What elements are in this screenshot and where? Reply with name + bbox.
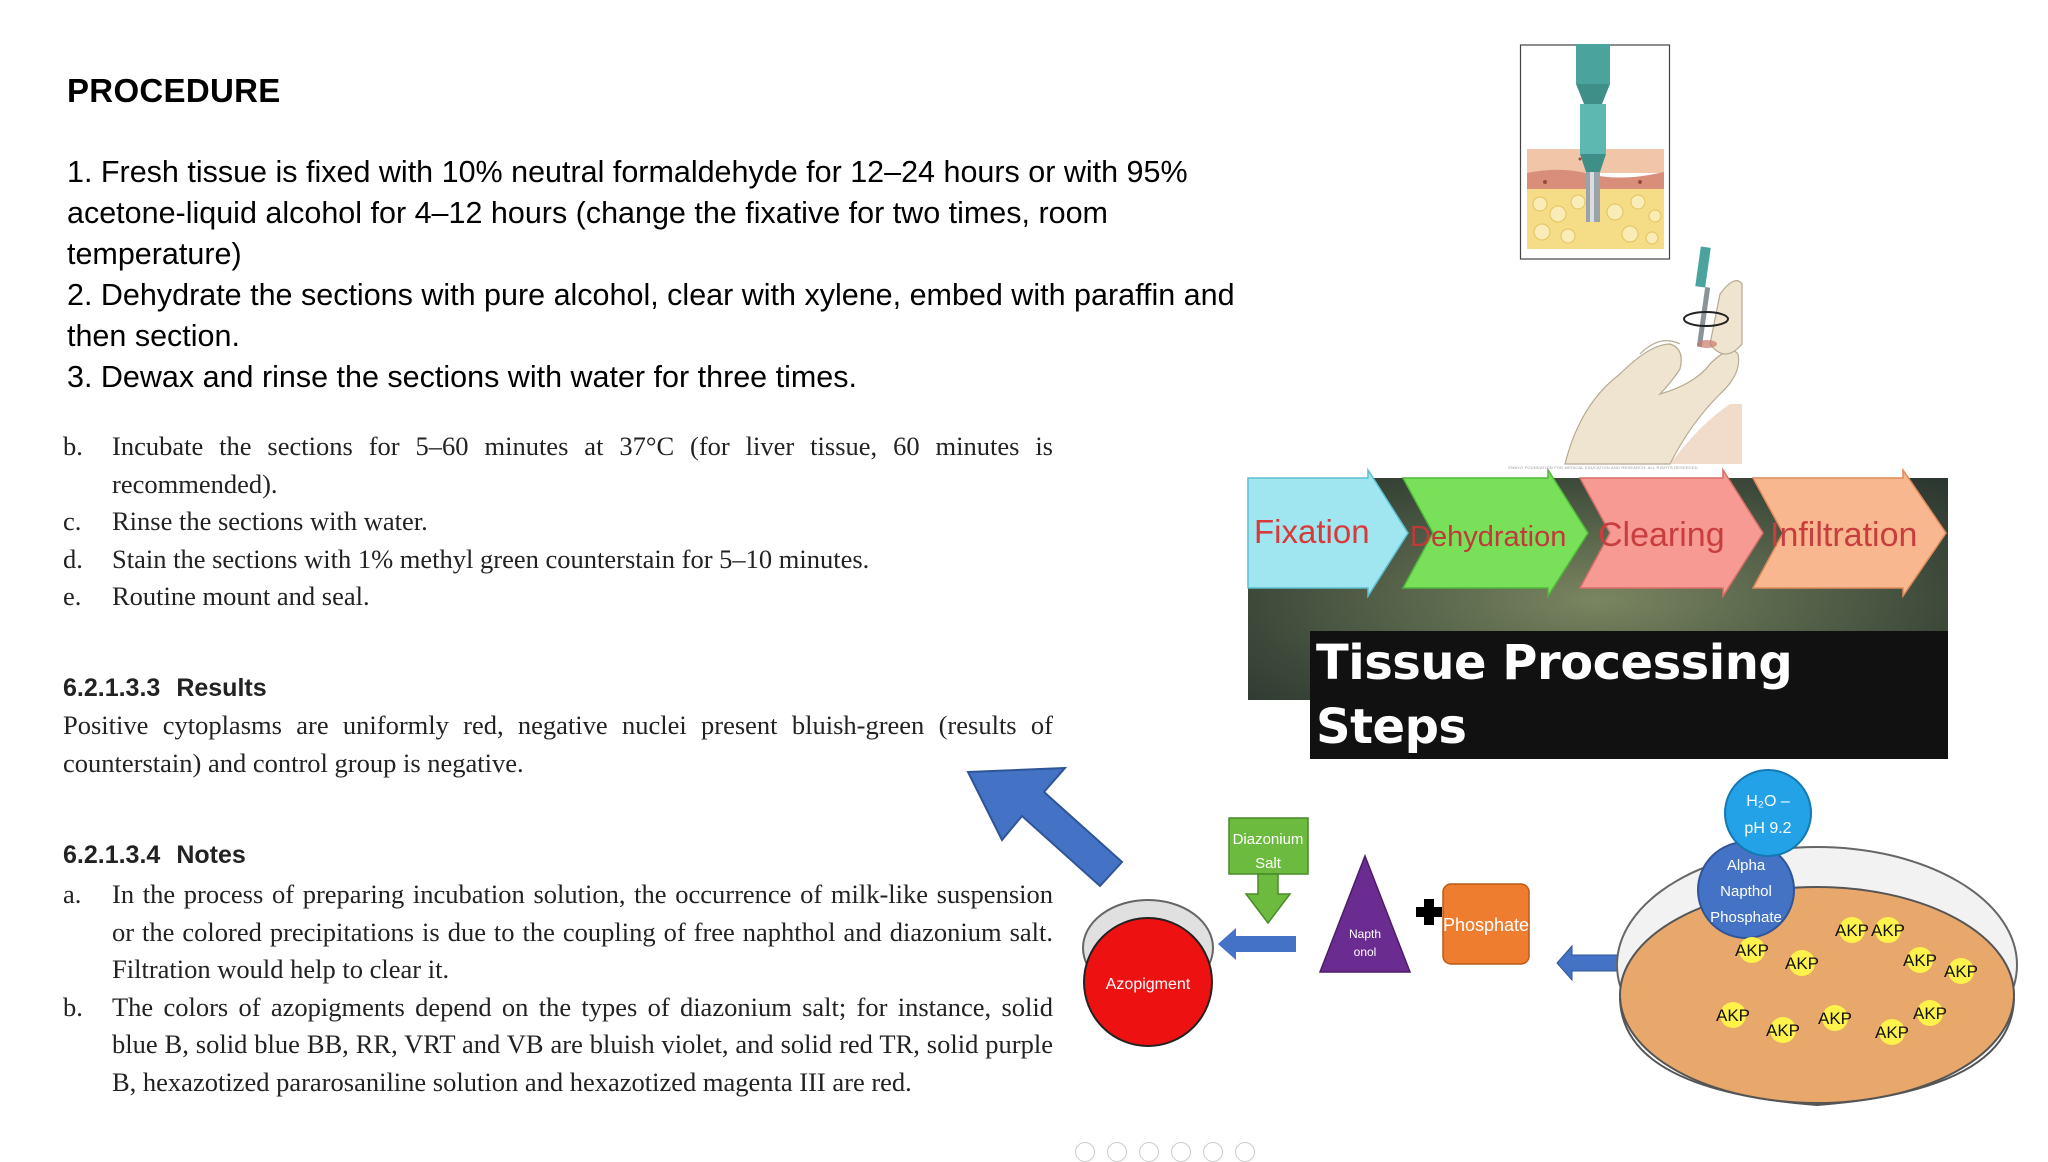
punch-biopsy-illustration — [1520, 44, 1740, 464]
step-letter: c. — [63, 506, 82, 536]
tissue-processing-banner — [1248, 478, 1948, 755]
phosphate-label: Phosphate — [1442, 915, 1530, 935]
step-text: Rinse the sections with water. — [112, 506, 428, 536]
ph-label: pH 9.2 — [1744, 820, 1792, 837]
results-heading — [63, 674, 267, 703]
akp-label: AKP — [1874, 1023, 1910, 1042]
slide-dot[interactable] — [1075, 1142, 1095, 1162]
akp-label: AKP — [1943, 962, 1979, 981]
alpha-label-2: Napthol — [1720, 883, 1772, 900]
step-letter: e. — [63, 581, 82, 611]
akp-label: AKP — [1870, 921, 1906, 940]
water-label: H₂O – — [1746, 793, 1790, 810]
section-number: 6.2.1.3.3 — [63, 674, 161, 702]
slide-dot[interactable] — [1139, 1142, 1159, 1162]
arrow-down-icon — [1246, 874, 1290, 923]
section-title: Notes — [176, 841, 246, 869]
napthonol-label-2: onol — [1353, 945, 1377, 959]
results-text: Positive cytoplasms are uniformly red, negative nuclei present bluish-green (results of counterstain) and control group is negative. — [63, 710, 1053, 778]
note-text: The colors of azopigments depend on the types of diazonium salt; for instance, solid blue B, solid blue BB, RR, VRT and VB are bluish violet, and solid red TR, solid purple B, hexazotized pararosaniline solution and hexazotized magenta III are red. — [112, 991, 1053, 1097]
slide-dot[interactable] — [1203, 1142, 1223, 1162]
step-dehydration: Dehydration — [1410, 521, 1567, 553]
arrow-left-icon — [1218, 928, 1296, 960]
procedure-step-3: 3. Dewax and rinse the sections with water for three times. — [67, 360, 857, 394]
step-infiltration: Infiltration — [1770, 516, 1918, 554]
akp-label: AKP — [1734, 941, 1770, 960]
step-letter: d. — [63, 543, 83, 574]
napthonol-label-1: Napth — [1348, 927, 1382, 941]
procedure-step-2: 2. Dehydrate the sections with pure alcohol, clear with xylene, embed with paraffin and then section. — [67, 278, 1235, 353]
akp-label: AKP — [1765, 1021, 1801, 1040]
book-step — [63, 503, 1053, 541]
slide-dot[interactable] — [1171, 1142, 1191, 1162]
step-fixation: Fixation — [1254, 513, 1370, 550]
petri-dish — [1620, 887, 2014, 1103]
section-title: Results — [176, 674, 267, 702]
step-letter: b. — [63, 431, 83, 461]
akp-label: AKP — [1834, 921, 1870, 940]
note-letter: b. — [63, 991, 83, 1022]
notes-list — [63, 876, 1053, 1101]
procedure-title: PROCEDURE — [67, 72, 281, 109]
step-text: Stain the sections with 1% methyl green counterstain for 5–10 minutes. — [112, 543, 870, 574]
notes-heading — [63, 841, 246, 870]
slide-dots — [1075, 1142, 1255, 1162]
procedure-step-1: 1. Fresh tissue is fixed with 10% neutral formaldehyde for 12–24 hours or with 95% acetone-liquid alcohol for 4–12 hours (change the fixative for two times, room temperature) — [67, 155, 1188, 271]
akp-label: AKP — [1912, 1004, 1948, 1023]
alpha-label-3: Phosphate — [1710, 909, 1782, 926]
akp-label: AKP — [1715, 1006, 1751, 1025]
alpha-label-1: Alpha — [1726, 857, 1766, 874]
note-item — [63, 989, 1053, 1102]
akp-label: AKP — [1902, 951, 1938, 970]
note-item — [63, 876, 1053, 989]
book-step — [63, 578, 1053, 616]
step-text: Routine mount and seal. — [112, 581, 370, 611]
diazonium-label-1: Diazonium — [1232, 831, 1304, 848]
note-text: In the process of preparing incubation solution, the occurrence of milk-like suspension or the colored precipitations is due to the coupling of free naphthol and diazonium salt. Filtration would help to clear it. — [112, 879, 1053, 984]
note-letter: a. — [63, 879, 82, 909]
akp-label: AKP — [1817, 1009, 1853, 1028]
slide-dot[interactable] — [1107, 1142, 1127, 1162]
procedure-steps — [67, 152, 1247, 398]
akp-label: AKP — [1784, 954, 1820, 973]
image-credit: ©MAYO FOUNDATION FOR MEDICAL EDUCATION AND RESEARCH. ALL RIGHTS RESERVED. — [1508, 465, 1699, 470]
step-text: Incubate the sections for 5–60 minutes at 37°C (for liver tissue, 60 minutes is recommended). — [112, 431, 1053, 499]
diazonium-label-2: Salt — [1255, 855, 1281, 872]
book-step-list — [63, 428, 1053, 616]
banner-title: Tissue Processing Steps — [1310, 631, 1948, 759]
book-step — [63, 541, 1053, 579]
book-step — [63, 428, 1053, 503]
big-arrow-icon — [968, 768, 1122, 886]
slide-dot[interactable] — [1235, 1142, 1255, 1162]
water-ph-circle — [1725, 770, 1811, 856]
plus-icon — [1416, 899, 1442, 925]
step-clearing: Clearing — [1598, 516, 1725, 554]
reaction-diagram — [960, 760, 2048, 1152]
section-number: 6.2.1.3.4 — [63, 841, 161, 869]
azopigment-label: Azopigment — [1105, 976, 1191, 993]
